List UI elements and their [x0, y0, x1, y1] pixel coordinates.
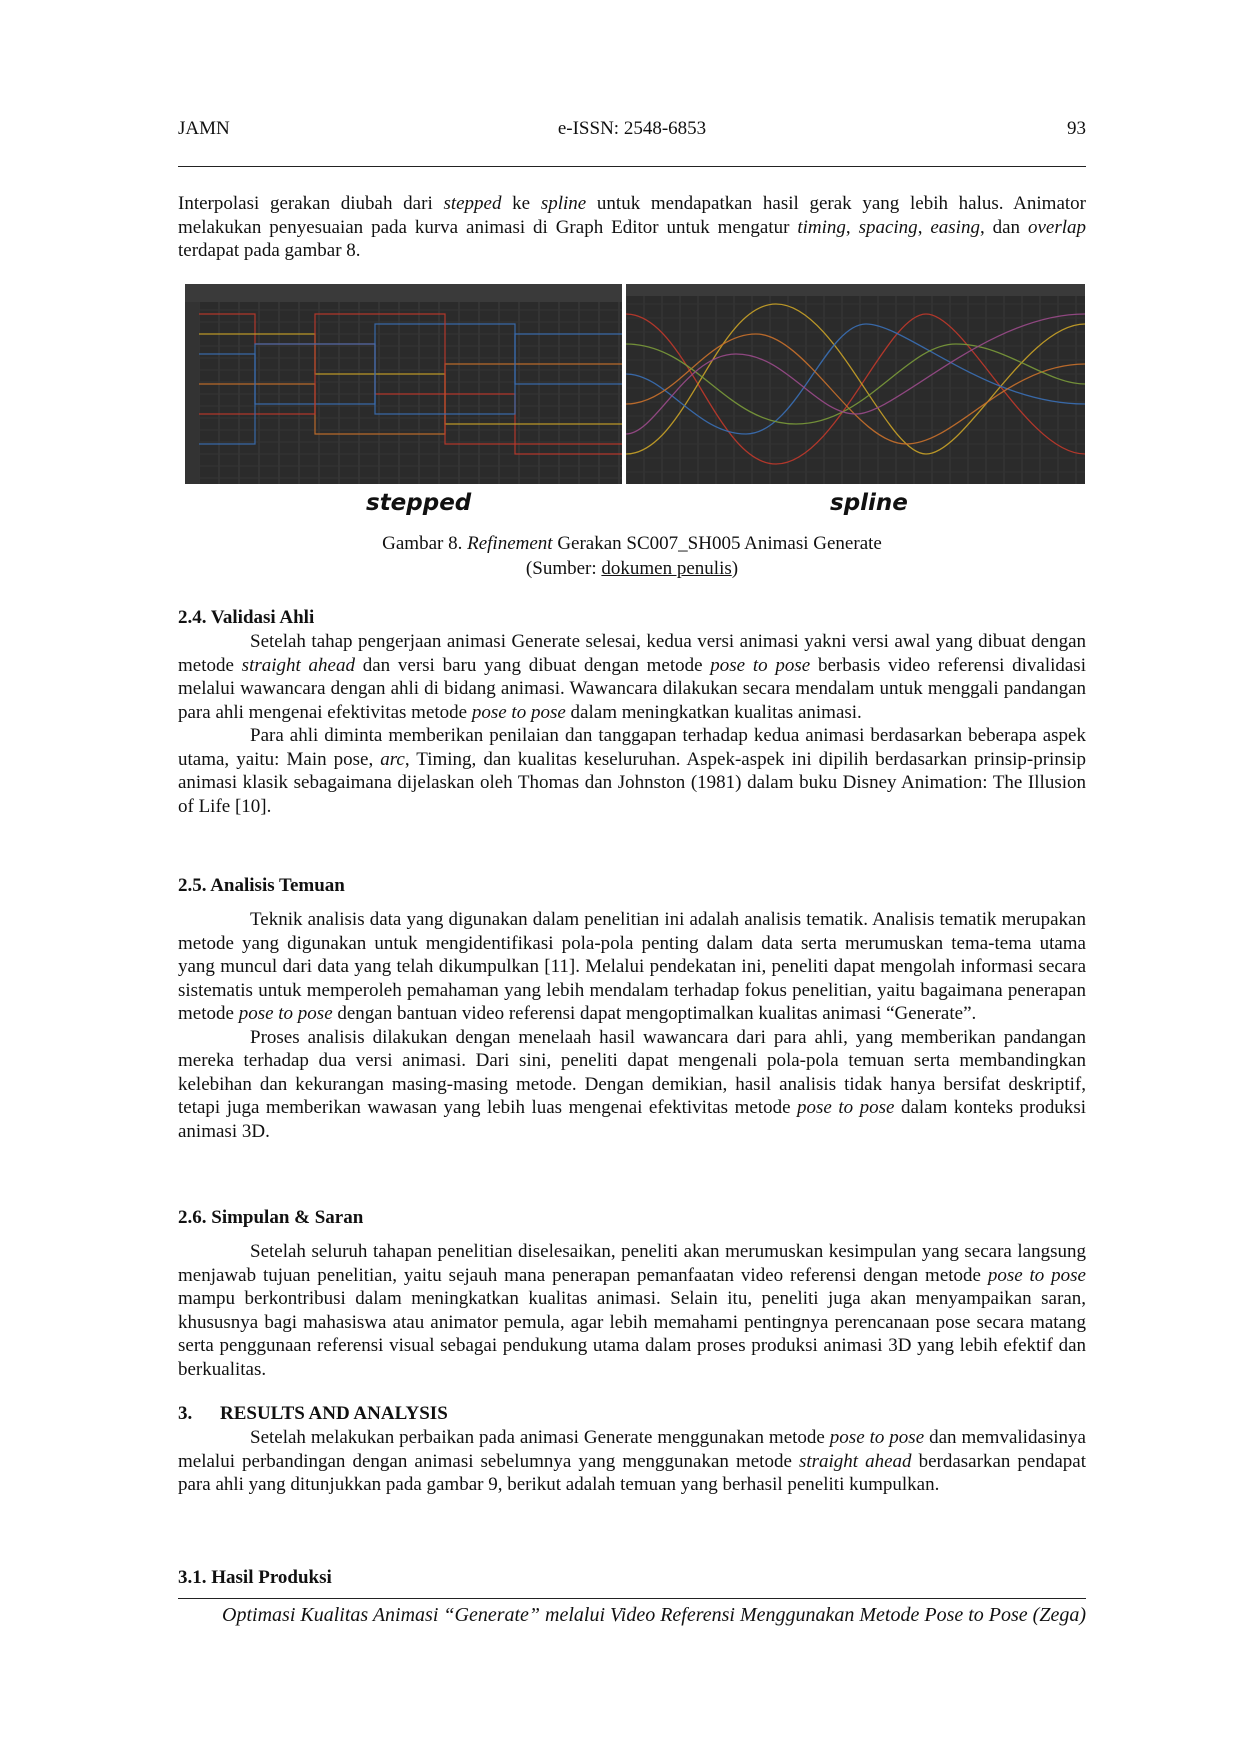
figure-caption-source: (Sumber: dokumen penulis)	[525, 558, 739, 579]
figure-8	[185, 284, 1085, 484]
section-paragraph: Para ahli diminta memberikan penilaian dan tanggapan terhadap kedua animasi berdasarkan beberapa aspek utama, yaitu: Main pose, arc, Timing, dan kualitas keseluruhan. Aspek-aspek ini dipilih berdasarkan prinsip-prinsip animasi klasik sebagaimana dijelaskan oleh Thomas dan Johnston (1981) dalam buku Disney Animation: The Illusion of Life [10].	[178, 725, 1086, 817]
section-paragraph: Teknik analisis data yang digunakan dalam penelitian ini adalah analisis tematik. Analisis tematik merupakan metode yang digunakan untuk mengidentifikasi pola-pola penting dalam data serta merumuskan tema-tema utama yang muncul dari data yang telah dikumpulkan [11]. Melalui pendekatan ini, peneliti dapat mengolah informasi secara sistematis untuk memperoleh pemahaman yang lebih mendalam terhadap fokus penelitian, yaitu bagaimana penerapan metode pose to pose dengan bantuan video referensi dapat mengoptimalkan kualitas animasi “Generate”.	[178, 909, 1086, 1024]
page-number: 93	[1067, 118, 1086, 139]
page-header	[178, 118, 1086, 144]
section-paragraph: Proses analisis dilakukan dengan menelaah hasil wawancara dari para ahli, yang memberikan pandangan mereka terhadap dua versi animasi. Dari sini, peneliti dapat mengenali pola-pola temuan serta membandingkan kelebihan dan kekurangan masing-masing metode. Dengan demikian, hasil analisis tidak hanya bersifat deskriptif, tetapi juga memberikan wawasan yang lebih luas mengenai efektivitas metode pose to pose dalam konteks produksi animasi 3D.	[178, 1026, 1087, 1142]
section-3	[178, 1402, 1086, 1497]
section-heading: 3. RESULTS AND ANALYSIS	[178, 1403, 448, 1424]
footer-rule	[178, 1598, 1086, 1599]
graph-editor-spline-screenshot	[626, 284, 1085, 484]
section-paragraph: Setelah melakukan perbaikan pada animasi Generate menggunakan metode pose to pose dan memvalidasinya melalui perbandingan dengan animasi sebelumnya yang menggunakan metode straight ahead berdasarkan pendapat para ahli yang ditunjukkan pada gambar 9, berikut adalah temuan yang berhasil peneliti kumpulkan.	[178, 1427, 1087, 1495]
intro-paragraph-block	[178, 192, 1086, 263]
figure-caption-title: Gambar 8. Refinement Gerakan SC007_SH005 Animasi Generate	[382, 533, 882, 554]
section-heading: 2.4. Validasi Ahli	[178, 607, 315, 628]
graph-editor-stepped-screenshot	[185, 284, 622, 484]
figure-caption	[178, 531, 1086, 581]
section-heading: 2.6. Simpulan & Saran	[178, 1207, 364, 1228]
figure-label-stepped: stepped	[366, 490, 472, 516]
section-paragraph: Setelah seluruh tahapan penelitian diselesaikan, peneliti akan merumuskan kesimpulan yang secara langsung menjawab tujuan penelitian, yaitu sejauh mana penerapan pemanfaatan video referensi dengan metode pose to pose mampu berkontribusi dalam meningkatkan kualitas animasi. Selain itu, peneliti juga akan menyampaikan saran, khususnya bagi mahasiswa atau animator pemula, agar lebih memahami pentingnya perencanaan pose secara matang serta penggunaan referensi visual sebagai pendukung utama dalam proses produksi animasi 3D yang lebih efektif dan berkualitas.	[178, 1241, 1086, 1380]
section-2-4	[178, 606, 1086, 818]
journal-issn: e-ISSN: 2548-6853	[557, 118, 707, 139]
header-rule	[178, 166, 1086, 167]
section-heading: 2.5. Analisis Temuan	[178, 875, 345, 896]
section-paragraph: Setelah tahap pengerjaan animasi Generate selesai, kedua versi animasi yakni versi awal yang dibuat dengan metode straight ahead dan versi baru yang dibuat dengan metode pose to pose berbasis video referensi divalidasi melalui wawancara dengan ahli di bidang animasi. Wawancara dilakukan secara mendalam untuk menggali pandangan para ahli mengenai efektivitas metode pose to pose dalam meningkatkan kualitas animasi.	[178, 631, 1086, 723]
source-link[interactable]: dokumen penulis	[601, 558, 732, 579]
section-2-5	[178, 874, 1086, 1143]
intro-paragraph: Interpolasi gerakan diubah dari stepped ke spline untuk mendapatkan hasil gerak yang lebih halus. Animator melakukan penyesuaian pada kurva animasi di Graph Editor untuk mengatur timing, spacing, easing, dan overlap terdapat pada gambar 8.	[178, 193, 1087, 261]
section-2-6	[178, 1206, 1086, 1381]
section-3-1	[178, 1566, 1086, 1590]
figure-label-spline: spline	[830, 490, 908, 516]
running-footer: Optimasi Kualitas Animasi “Generate” melalui Video Referensi Menggunakan Metode Pose to Pose (Zega)	[222, 1604, 1086, 1626]
section-heading: 3.1. Hasil Produksi	[178, 1567, 332, 1588]
journal-name: JAMN	[178, 118, 230, 139]
